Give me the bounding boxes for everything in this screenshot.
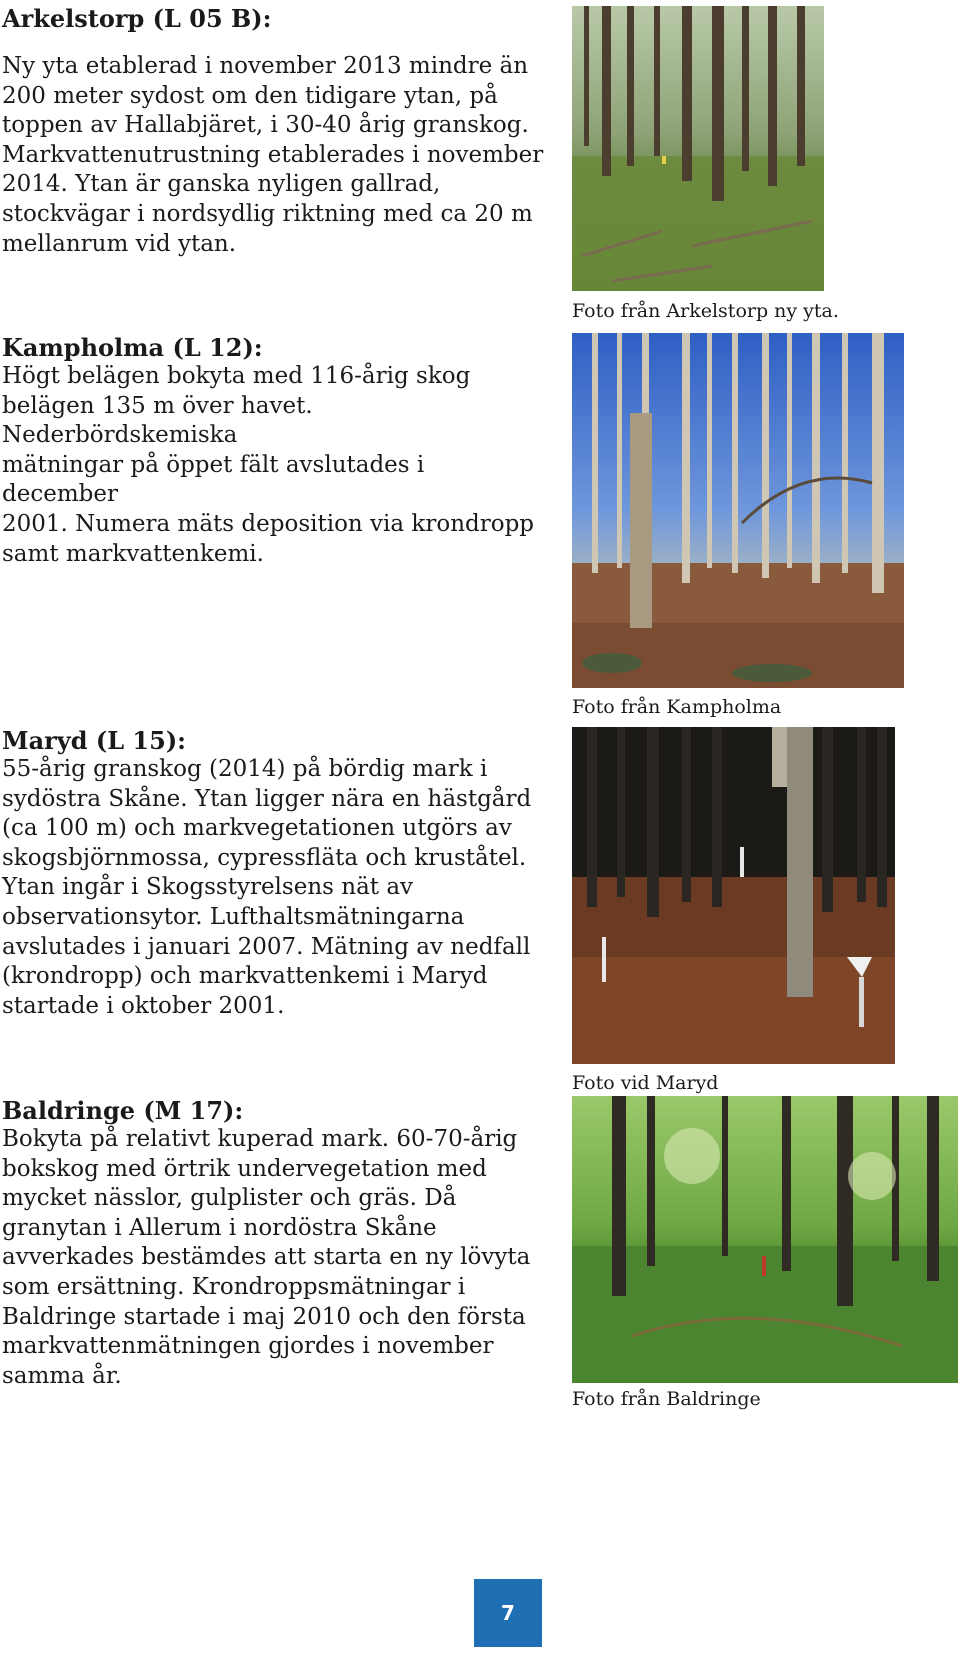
photo-caption: Foto vid Maryd [572,1072,719,1094]
photo-baldringe [572,1096,958,1383]
photo-kampholma [572,333,904,688]
page-number: 7 [474,1579,542,1647]
section-baldringe [2,1096,547,1391]
section-arkelstorp [2,4,547,259]
section-text: 55-årig granskog (2014) på bördig mark i sydöstra Skåne. Ytan ligger nära en hästgård (ca 100 m) och markvegetationen utgörs av skogsbjörnmossa, cypressfläta och kruståtel. Ytan ingår i Skogsstyrelsens nät av observationsytor. Lufthaltsmätningarna avslutades i januari 2007. Mätning av nedfall (krondropp) och markvattenkemi i Maryd startade i oktober 2001. [2,756,532,1019]
section-text: Högt belägen bokyta med 116-årig skog belägen 135 m över havet. Nederbördskemiska mätningar på öppet fält avslutades i december 2001. Numera mäts deposition via krondropp samt markvattenkemi. [2,363,535,567]
section-text: Ny yta etablerad i november 2013 mindre än 200 meter sydost om den tidigare ytan, på toppen av Hallabjäret, i 30-40 årig granskog. Markvattenutrustning etablerades i november 2014. Ytan är ganska nyligen gallrad, stockvägar i nordsydlig riktning med ca 20 m mellanrum vid ytan. [2,53,544,257]
section-text: Bokyta på relativt kuperad mark. 60-70-årig bokskog med örtrik undervegetation med mycket nässlor, gulplister och gräs. Då granytan i Allerum i nordöstra Skåne avverkades bestämdes att starta en ny lövyta som ersättning. Krondroppsmätningar i Baldringe startade i maj 2010 och den första markvattenmätningen gjordes i november samma år. [2,1126,531,1389]
section-heading: Maryd (L 15): [2,726,187,755]
photo-caption: Foto från Baldringe [572,1388,761,1410]
section-kampholma [2,333,547,569]
section-heading: Baldringe (M 17): [2,1096,244,1125]
section-maryd [2,726,547,1021]
photo-caption: Foto från Kampholma [572,696,782,718]
photo-caption: Foto från Arkelstorp ny yta. [572,300,839,322]
photo-maryd [572,727,895,1064]
section-heading: Kampholma (L 12): [2,333,263,362]
section-heading: Arkelstorp (L 05 B): [2,4,272,33]
photo-arkelstorp [572,6,824,291]
